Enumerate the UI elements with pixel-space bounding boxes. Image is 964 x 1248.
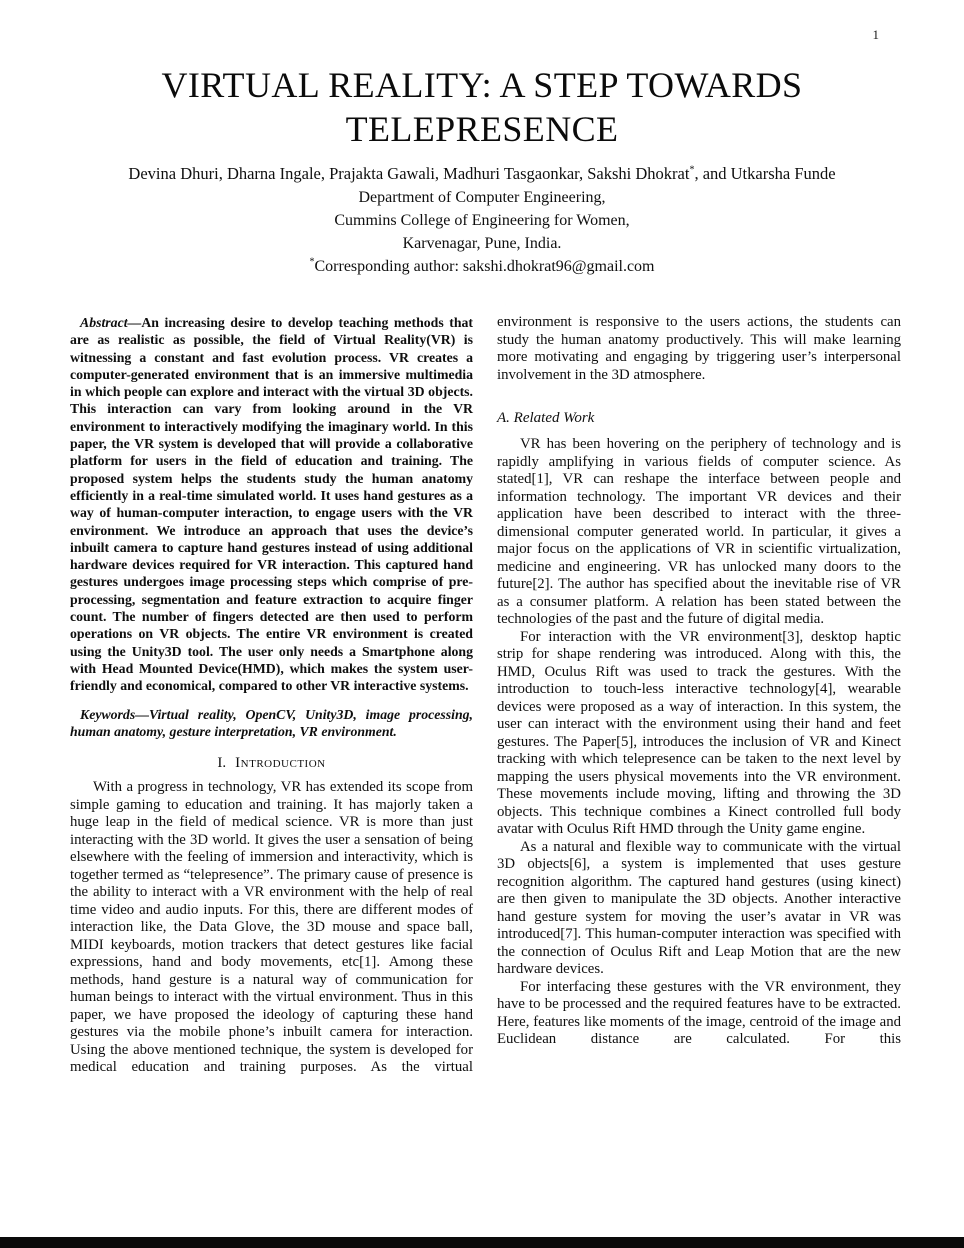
keywords-label: Keywords— — [80, 706, 149, 722]
right-column — [497, 314, 901, 1049]
affiliation-location: Karvenagar, Pune, India. — [402, 235, 562, 252]
left-column — [70, 314, 473, 1077]
keywords-text: Virtual reality, OpenCV, Unity3D, image processing, human anatomy, gesture interpretation, VR environment. — [70, 706, 473, 739]
paragraph-related-work-3: As a natural and flexible way to communicate with the virtual 3D objects[6], a system is implemented that uses gesture recognition algorithm. The captured hand gestures (using kinect) are then given to manipulate the 3D objects. Another interactive hand gesture system for moving the user’s avatar in VR was introduced[7]. This human-computer interaction was specified with the connection of Oculus Rift and Leap Motion that are the new hardware devices. — [497, 838, 901, 977]
paper-title-line2: TELEPRESENCE — [345, 109, 619, 149]
page-number: 1 — [872, 27, 879, 42]
scan-bottom-border — [0, 1237, 964, 1248]
paper-header — [0, 63, 964, 276]
subsection-heading-related-work: A. Related Work — [497, 410, 595, 426]
authors-text-tail: , and Utkarsha Funde — [694, 164, 836, 183]
section-number: I. — [217, 755, 227, 772]
abstract-text: An increasing desire to develop teaching methods that are as realistic as possible, the field of Virtual Reality(VR) is witnessing a constant and fast evolution process. VR creates a computer-generated environment that is an immersive multimedia in which people can explore and interact with the virtual 3D objects. This interaction can vary from looking around in the VR environment to interactively modifying the imaginary world. In this paper, the VR system is developed that will provide a collaborative platform for users in the field of education and training. The proposed system helps the students study the human anatomy efficiently in a real-time simulated world. It uses hand gestures as a way of human-computer interaction, to engage users with the VR environment. We introduce an approach that uses the device’s inbuilt camera to capture hand gestures instead of using additional hardware devices required for VR interaction. This captured hand gestures undergoes image processing steps which comprise of pre-processing, segmentation and feature extraction to acquire finger count. The number of fingers detected are then used to perform operations on VR objects. The entire VR environment is created using the Unity3D tool. The user only needs a Smartphone along with Head Mounted Device(HMD), which makes the system user-friendly and economical, compared to other VR interactive systems. — [70, 315, 473, 694]
corresponding-asterisk: * — [309, 256, 315, 268]
paragraph-related-work-1: VR has been hovering on the periphery of technology and is rapidly amplifying in various fields of computer science. As stated[1], VR can reshape the interface between people and information technology. The important VR devices and their application have been described to interact with the three-dimensional computer generated world. In particular, it gives a major focus on the applications of VR in scientific virtualization, medicine and engineering. VR has unlocked many doors to the future[2]. The author has specified about the inevitable rise of VR as a consumer platform. A relation has been stated between the technologies of the past and the future of digital media. — [497, 436, 901, 627]
abstract-label: Abstract— — [80, 315, 142, 330]
paper-title-line1: VIRTUAL REALITY: A STEP TOWARDS — [161, 65, 803, 105]
affiliation-department: Department of Computer Engineering, — [358, 189, 606, 206]
authors-line — [0, 164, 964, 184]
corresponding-author-line — [0, 258, 964, 276]
affiliation-college: Cummins College of Engineering for Women, — [334, 212, 630, 229]
paragraph-related-work-2: For interaction with the VR environment[3], desktop haptic strip for shape rendering was introduced. Along with this, the HMD, Oculus Rift was used to track the gestures. With the introduction to touch-less interactive technology[4], wearable devices were proposed as a way of interaction. In this system, the user can interact with the environment using their hand and feet gestures. The Paper[5], introduces the inclusion of VR and Kinect tracking with which telepresence can be taken to the next level by mapping the users physical movements into the VR environment. These movements include moving, lifting and throwing the 3D objects. This technique combines a Kinect controlled full body avatar with Oculus Rift HMD through the Unity game engine. — [497, 628, 901, 837]
section-title: Introduction — [235, 755, 326, 772]
keywords-paragraph — [70, 706, 473, 741]
corresponding-author-asterisk: * — [689, 164, 695, 176]
paragraph-introduction: With a progress in technology, VR has extended its scope from simple gaming to education and training. It has majorly taken a huge leap in the field of medical science. VR is more than just interacting with the 3D world. It gives the user a sensation of being elsewhere with the feeling of immersion and interactivity, which is together termed as “telepresence”. The primary cause of presence is the ability to interact with a VR environment with the help of real time video and audio inputs. For this, there are different modes of interaction like, the Data Glove, the 3D mouse and space ball, MIDI keyboards, motion trackers that detect gestures like facial expressions, hand and body movements, etc[1]. Among these methods, hand gesture is a natural way of communication for human beings to interact with the virtual environment. Thus in this paper, we have proposed the ideology of capturing these hand gestures via the mobile phone’s inbuilt camera for interaction. Using the above mentioned technique, the system is developed for medical education and training purposes. As the virtual — [70, 779, 473, 1076]
section-heading-introduction — [70, 755, 473, 772]
authors-text: Devina Dhuri, Dharna Ingale, Prajakta Gawali, Madhuri Tasgaonkar, Sakshi Dhokrat — [128, 164, 690, 183]
paper-title — [0, 63, 964, 151]
corresponding-author-text: Corresponding author: sakshi.dhokrat96@gmail.com — [314, 258, 655, 275]
abstract-paragraph — [70, 314, 473, 695]
paragraph-related-work-4: For interfacing these gestures with the VR environment, they have to be processed and the required features have to be extracted. Here, features like moments of the image, centroid of the image and Euclidean distance are calculated. For this — [497, 978, 901, 1047]
paragraph-introduction-continued: environment is responsive to the users actions, the students can study the human anatomy productively. This will make learning more motivating and engaging by triggering user’s interpersonal involvement in the 3D atmosphere. — [497, 314, 901, 383]
